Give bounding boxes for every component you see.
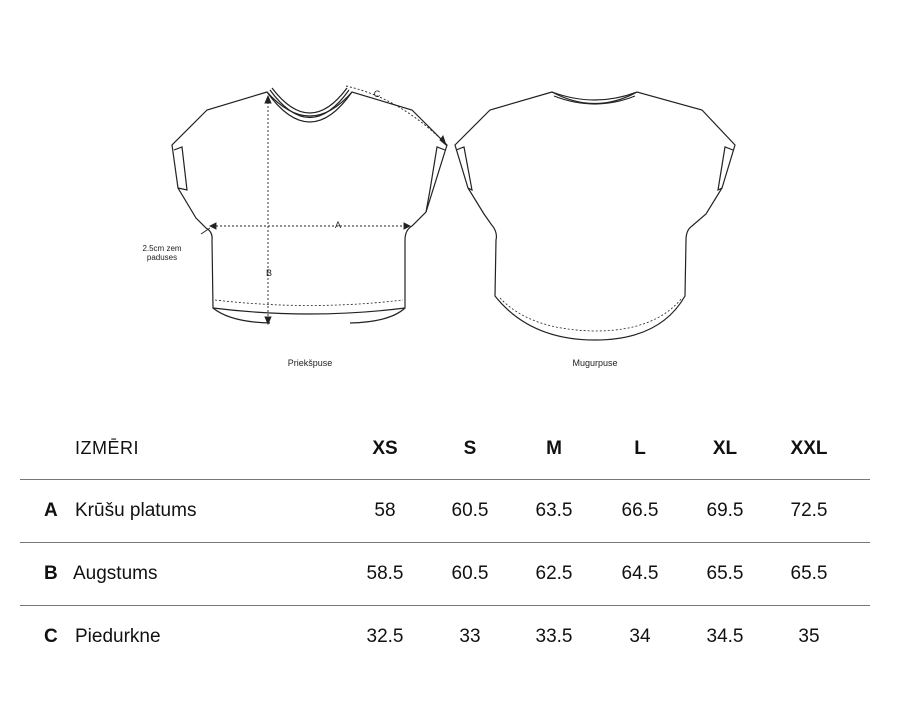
- header-label: IZMĒRI: [75, 438, 139, 458]
- size-header-xs: XS: [372, 437, 398, 459]
- label-a: A: [334, 220, 341, 230]
- back-caption: Mugurpuse: [572, 358, 618, 368]
- row-letter: C: [44, 626, 58, 647]
- size-header-s: S: [463, 437, 477, 459]
- measurement-lines: [201, 86, 446, 324]
- table-cell: 58.5: [366, 563, 404, 584]
- table-cell: 65.5: [706, 563, 744, 584]
- table-cell: 60.5: [451, 500, 489, 521]
- size-header-xxl: XXL: [790, 437, 828, 459]
- table-cell: 65.5: [790, 563, 828, 584]
- front-tshirt: [172, 88, 447, 323]
- table-cell: 60.5: [451, 563, 489, 584]
- armpit-note-line2: paduses: [146, 253, 178, 262]
- table-cell: 32.5: [366, 626, 404, 647]
- table-cell: 69.5: [706, 500, 744, 521]
- table-row: [20, 543, 870, 606]
- table-cell: 35: [798, 626, 820, 647]
- armpit-note: [132, 244, 192, 262]
- front-caption: Priekšpuse: [287, 358, 333, 368]
- table-cell: 64.5: [621, 563, 659, 584]
- table-cell: 33.5: [535, 626, 573, 647]
- size-header-l: L: [634, 437, 646, 459]
- row-letter: A: [44, 500, 58, 521]
- row-label: Augstums: [73, 563, 158, 584]
- table-cell: 58: [374, 500, 396, 521]
- table-cell: 66.5: [621, 500, 659, 521]
- row-label: Piedurkne: [75, 626, 161, 647]
- table-cell: 63.5: [535, 500, 573, 521]
- table-row: [20, 606, 870, 668]
- back-tshirt: [455, 92, 735, 340]
- row-label: Krūšu platums: [75, 500, 197, 521]
- armpit-note-line1: 2.5cm zem: [142, 244, 182, 253]
- table-cell: 33: [459, 626, 481, 647]
- table-cell: 72.5: [790, 500, 828, 521]
- row-letter: B: [44, 563, 58, 584]
- table-cell: 62.5: [535, 563, 573, 584]
- size-header-m: M: [546, 437, 562, 459]
- size-table-header: [20, 418, 870, 480]
- table-cell: 34: [629, 626, 651, 647]
- table-row: [20, 480, 870, 543]
- label-c: C: [373, 89, 381, 99]
- table-cell: 34.5: [706, 626, 744, 647]
- label-b: B: [265, 268, 272, 278]
- size-header-xl: XL: [712, 437, 738, 459]
- size-table: [20, 418, 870, 668]
